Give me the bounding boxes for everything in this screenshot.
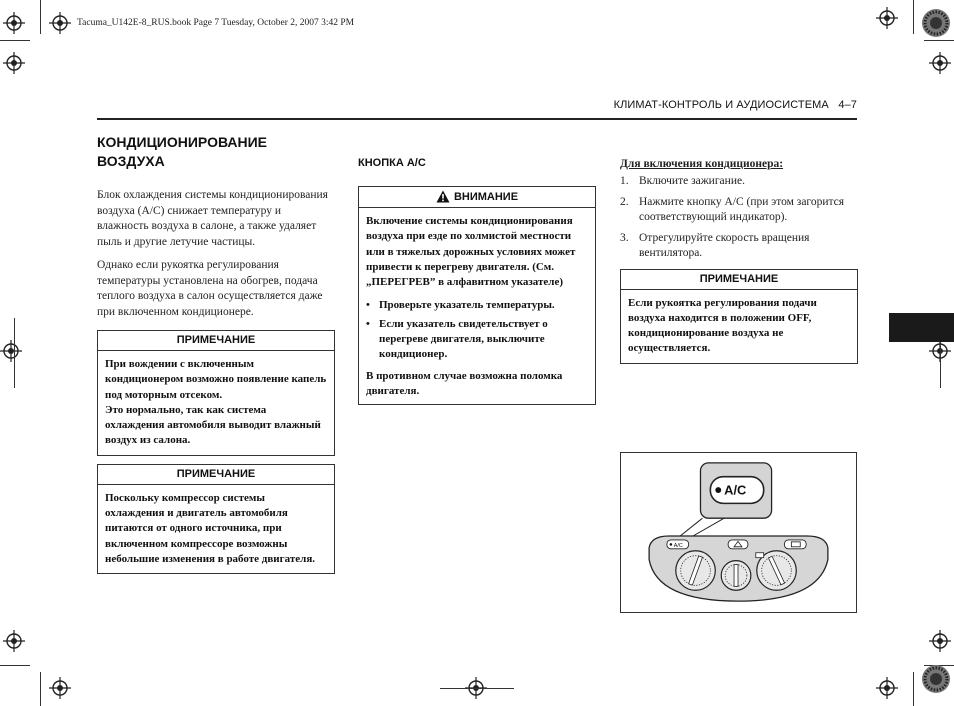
warning-list-item bbox=[366, 317, 588, 363]
ac-button-heading: КНОПКА A/C bbox=[358, 157, 426, 169]
step-text: Отрегулируйте скорость вращения вентилятора. bbox=[639, 231, 810, 259]
note-text: Если рукоятка регулирования подачи воздуха находится в положении OFF, кондиционирование воздуха не осуществляется. bbox=[628, 296, 817, 355]
registration-mark-icon bbox=[0, 340, 22, 362]
registration-mark-icon bbox=[876, 677, 898, 699]
note-box bbox=[97, 464, 335, 574]
defrost-button bbox=[784, 540, 806, 549]
warning-triangle-icon bbox=[436, 190, 450, 203]
intro-paragraph: Блок охлаждения системы кондиционирования воздуха (A/C) снижает температуру и влажность воздуха в салоне, а также удаляет пыль и другие летучие частицы. bbox=[97, 189, 328, 248]
sunburst-mark-icon bbox=[921, 8, 951, 38]
column-right bbox=[620, 158, 858, 364]
crop-line bbox=[924, 40, 954, 41]
note-heading: ПРИМЕЧАНИЕ bbox=[98, 465, 334, 485]
note-body bbox=[98, 351, 334, 455]
step-text: Включите зажигание. bbox=[639, 175, 745, 187]
crop-line bbox=[0, 40, 30, 41]
section-side-tab bbox=[889, 313, 954, 342]
ac-indicator-icon bbox=[670, 543, 673, 546]
warning-outro: В противном случае возможна поломка двигателя. bbox=[366, 369, 563, 397]
step-number: 3. bbox=[620, 231, 629, 244]
ac-button-label: A/C bbox=[724, 482, 747, 498]
warning-body bbox=[359, 208, 595, 404]
note-heading: ПРИМЕЧАНИЕ bbox=[621, 270, 857, 290]
registration-mark-icon bbox=[929, 52, 951, 74]
ac-button-small-label: A/C bbox=[673, 542, 683, 549]
registration-mark-icon bbox=[3, 630, 25, 652]
note-text: Поскольку компрессор системы охлаждения и двигатель автомобиля питаются от одного источника, при включенном компрессоре возможны небольшие изменения в работе двигателя. bbox=[105, 491, 316, 565]
warning-box bbox=[358, 186, 596, 405]
warning-heading bbox=[359, 187, 595, 208]
warning-list-item bbox=[366, 298, 588, 313]
steps-title: Для включения кондиционера: bbox=[620, 158, 784, 170]
bullet: • bbox=[366, 317, 370, 330]
running-head-section: КЛИМАТ-КОНТРОЛЬ И АУДИОСИСТЕМА bbox=[613, 99, 829, 111]
registration-mark-icon bbox=[3, 12, 25, 34]
steps-list bbox=[620, 174, 858, 262]
step-item bbox=[620, 195, 858, 226]
registration-mark-icon bbox=[929, 630, 951, 652]
registration-mark-icon bbox=[49, 677, 71, 699]
section-title-line: КОНДИЦИОНИРОВАНИЕ bbox=[97, 134, 268, 150]
ac-indicator-icon bbox=[715, 487, 721, 493]
page-number: 4–7 bbox=[838, 99, 857, 111]
step-text: Нажмите кнопку A/C (при этом загорится соответствующий индикатор). bbox=[639, 195, 845, 223]
warning-list bbox=[366, 298, 588, 362]
column-middle bbox=[358, 157, 596, 405]
registration-mark-icon bbox=[876, 7, 898, 29]
section-title-line: ВОЗДУХА bbox=[97, 153, 165, 169]
heating-paragraph: Однако если рукоятка регулирования температуры установлена на обогрев, подача теплого воздуха в салон осуществляется даже при включенном кондиционере. bbox=[97, 259, 323, 318]
note-text: Это нормально, так как система охлаждения автомобиля выводит влажный воздух из салона. bbox=[105, 403, 321, 447]
note-text: При вождении с включенным кондиционером возможно появление капель под моторным отсеком. bbox=[105, 358, 327, 401]
warning-intro: Включение системы кондиционирования воздуха при езде по холмистой местности или в тяжелых дорожных условиях может привести к перегреву двигателя. (См. „ПЕРЕГРЕВ” в алфавитном указателе) bbox=[366, 215, 576, 289]
step-number: 2. bbox=[620, 195, 629, 208]
header-rule bbox=[97, 118, 857, 120]
registration-mark-icon bbox=[3, 52, 25, 74]
step-item bbox=[620, 231, 858, 262]
crop-line bbox=[913, 0, 914, 34]
crop-line bbox=[440, 688, 514, 689]
step-item bbox=[620, 174, 858, 190]
note-box bbox=[97, 330, 335, 456]
climate-panel-illustration bbox=[621, 453, 856, 612]
crop-line bbox=[40, 672, 41, 706]
warning-heading-text: ВНИМАНИЕ bbox=[453, 190, 519, 203]
step-number: 1. bbox=[620, 175, 629, 187]
warning-list-text: Если указатель свидетельствует о перегреве двигателя, выключите кондиционер. bbox=[379, 317, 548, 361]
note-heading: ПРИМЕЧАНИЕ bbox=[98, 331, 334, 351]
crop-line bbox=[40, 0, 41, 34]
column-left bbox=[97, 133, 335, 574]
print-header: Tacuma_U142E-8_RUS.book Page 7 Tuesday, October 2, 2007 3:42 PM bbox=[77, 18, 355, 28]
crop-line bbox=[913, 672, 914, 706]
running-head bbox=[614, 99, 857, 111]
bullet: • bbox=[366, 299, 370, 312]
section-title bbox=[97, 133, 335, 171]
recirculation-icon bbox=[756, 553, 764, 558]
warning-list-text: Проверьте указатель температуры. bbox=[379, 299, 555, 312]
climate-panel-figure bbox=[620, 452, 857, 613]
note-box bbox=[620, 269, 858, 364]
crop-line bbox=[0, 665, 30, 666]
sunburst-mark-icon bbox=[921, 664, 951, 694]
crop-line bbox=[14, 318, 15, 388]
registration-mark-icon bbox=[49, 12, 71, 34]
